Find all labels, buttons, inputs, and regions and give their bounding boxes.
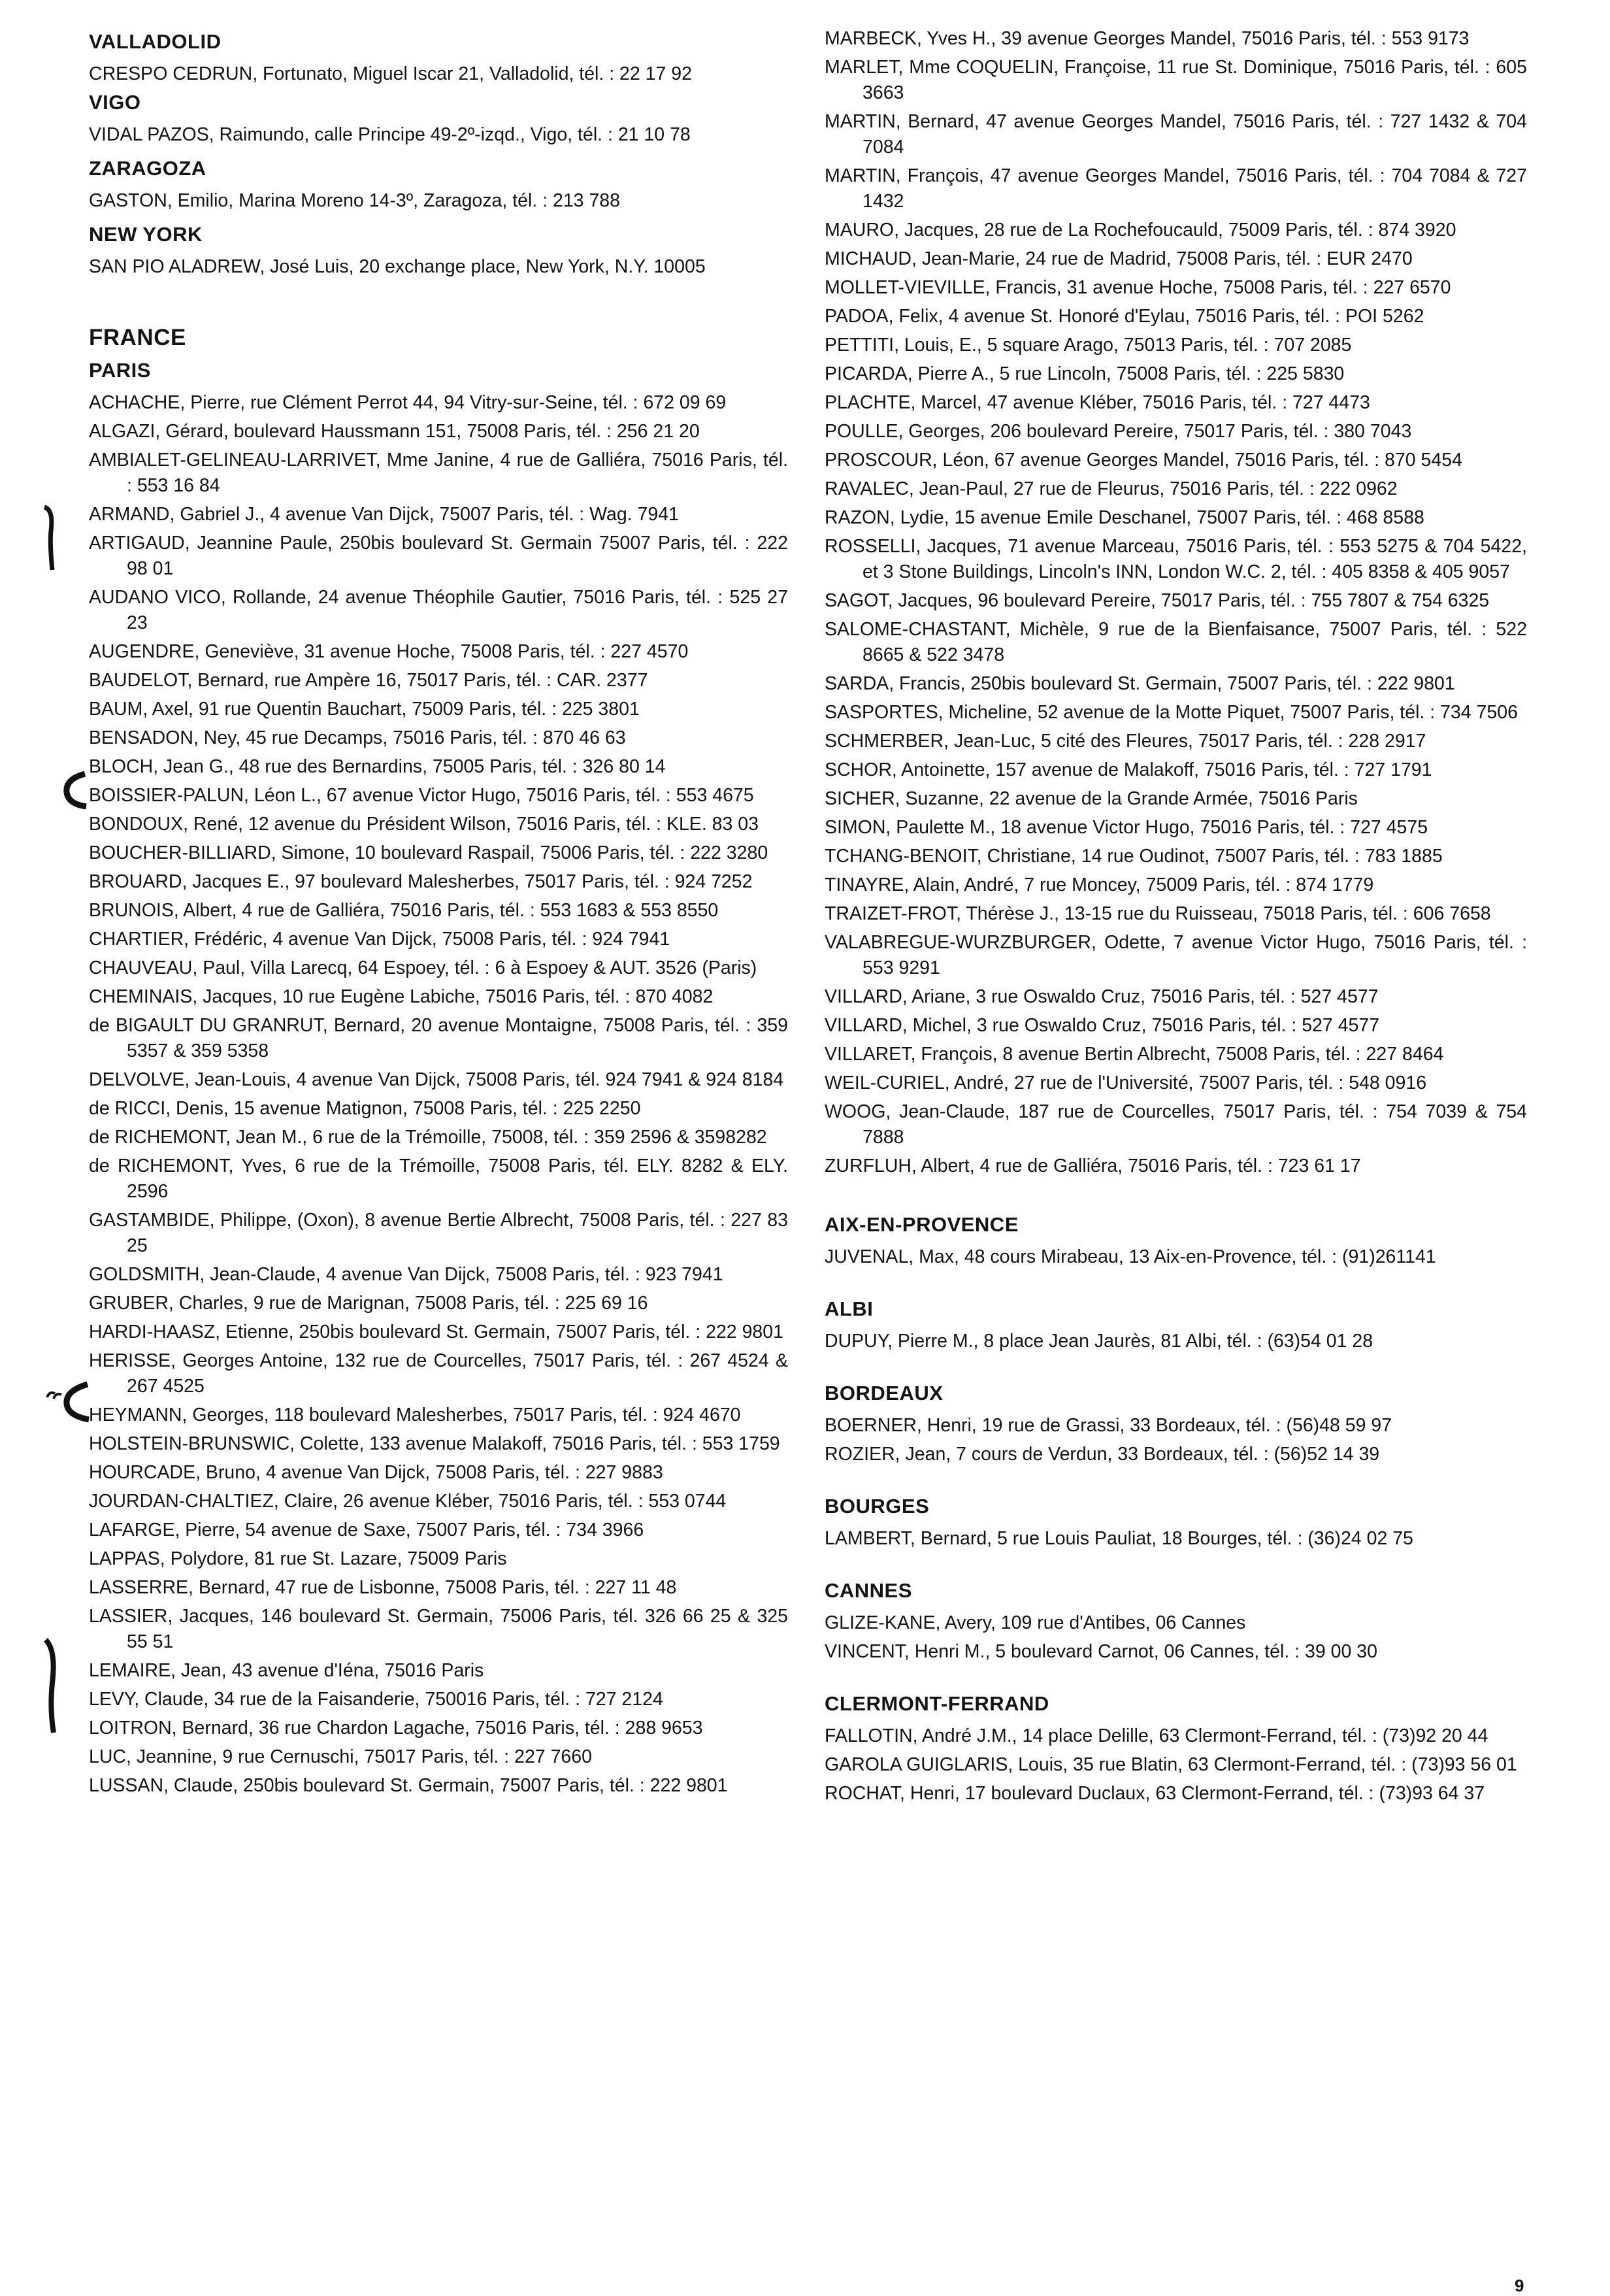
- directory-entry: PLACHTE, Marcel, 47 avenue Kléber, 75016 Paris, tél. : 727 4473: [825, 392, 1370, 413]
- directory-entry: SAGOT, Jacques, 96 boulevard Pereire, 75017 Paris, tél. : 755 7807 & 754 6325: [825, 590, 1490, 611]
- directory-entry: GASTON, Emilio, Marina Moreno 14-3º, Zaragoza, tél. : 213 788: [89, 190, 621, 211]
- directory-entry: LAFARGE, Pierre, 54 avenue de Saxe, 75007 Paris, tél. : 734 3966: [89, 1520, 644, 1540]
- directory-entry: TINAYRE, Alain, André, 7 rue Moncey, 75009 Paris, tél. : 874 1779: [825, 874, 1374, 895]
- directory-entry: DUPUY, Pierre M., 8 place Jean Jaurès, 81 Albi, tél. : (63)54 01 28: [825, 1331, 1373, 1352]
- directory-entry: BENSADON, Ney, 45 rue Decamps, 75016 Paris, tél. : 870 46 63: [89, 727, 626, 748]
- directory-entry: BOUCHER-BILLIARD, Simone, 10 boulevard Raspail, 75006 Paris, tél. : 222 3280: [89, 842, 768, 863]
- directory-entry: SAN PIO ALADREW, José Luis, 20 exchange place, New York, N.Y. 10005: [89, 256, 706, 277]
- directory-entry: TRAIZET-FROT, Thérèse J., 13-15 rue du Ruisseau, 75018 Paris, tél. : 606 7658: [825, 903, 1491, 924]
- city-heading: NEW YORK: [89, 223, 203, 246]
- directory-entry: BAUM, Axel, 91 rue Quentin Bauchart, 75009 Paris, tél. : 225 3801: [89, 699, 640, 720]
- left-column: [89, 26, 788, 1802]
- directory-entry: CHEMINAIS, Jacques, 10 rue Eugène Labiche, 75016 Paris, tél. : 870 4082: [89, 986, 714, 1007]
- city-heading: BORDEAUX: [825, 1382, 944, 1405]
- directory-entry: LUSSAN, Claude, 250bis boulevard St. Germain, 75007 Paris, tél. : 222 9801: [89, 1775, 728, 1796]
- section-bordeaux: [825, 1382, 1527, 1467]
- directory-entry: AUDANO VICO, Rollande, 24 avenue Théophile Gautier, 75016 Paris, tél. : 525 27 23: [89, 587, 788, 633]
- directory-entry: LEVY, Claude, 34 rue de la Faisanderie, 750016 Paris, tél. : 727 2124: [89, 1689, 663, 1710]
- directory-entry: CRESPO CEDRUN, Fortunato, Miguel Iscar 21, Valladolid, tél. : 22 17 92: [89, 63, 692, 84]
- directory-entry: TCHANG-BENOIT, Christiane, 14 rue Oudinot, 75007 Paris, tél. : 783 1885: [825, 846, 1443, 867]
- directory-entry: GOLDSMITH, Jean-Claude, 4 avenue Van Dijck, 75008 Paris, tél. : 923 7941: [89, 1264, 723, 1285]
- right-column: [825, 26, 1527, 1810]
- directory-entry: WOOG, Jean-Claude, 187 rue de Courcelles, 75017 Paris, tél. : 754 7039 & 754 7888: [825, 1101, 1527, 1148]
- directory-entry: RAVALEC, Jean-Paul, 27 rue de Fleurus, 75016 Paris, tél. : 222 0962: [825, 478, 1398, 499]
- city-heading: PARIS: [89, 359, 151, 382]
- directory-entry: MARTIN, François, 47 avenue Georges Mandel, 75016 Paris, tél. : 704 7084 & 727 1432: [825, 165, 1527, 212]
- directory-entry: BONDOUX, René, 12 avenue du Président Wilson, 75016 Paris, tél. : KLE. 83 03: [89, 814, 759, 835]
- directory-entry: JUVENAL, Max, 48 cours Mirabeau, 13 Aix-en-Provence, tél. : (91)261141: [825, 1246, 1436, 1267]
- directory-entry: ALGAZI, Gérard, boulevard Haussmann 151, 75008 Paris, tél. : 256 21 20: [89, 421, 700, 442]
- directory-entry: RAZON, Lydie, 15 avenue Emile Deschanel, 75007 Paris, tél. : 468 8588: [825, 507, 1424, 528]
- directory-entry: PROSCOUR, Léon, 67 avenue Georges Mandel, 75016 Paris, tél. : 870 5454: [825, 450, 1462, 471]
- directory-entry: SASPORTES, Micheline, 52 avenue de la Motte Piquet, 75007 Paris, tél. : 734 7506: [825, 702, 1518, 723]
- directory-entry: WEIL-CURIEL, André, 27 rue de l'Université, 75007 Paris, tél. : 548 0916: [825, 1073, 1427, 1093]
- bracket-mark-1: [60, 770, 89, 810]
- directory-entry: PADOA, Felix, 4 avenue St. Honoré d'Eylau, 75016 Paris, tél. : POI 5262: [825, 306, 1424, 327]
- directory-entry: LUC, Jeannine, 9 rue Cernuschi, 75017 Paris, tél. : 227 7660: [89, 1746, 592, 1767]
- directory-entry: LEMAIRE, Jean, 43 avenue d'Iéna, 75016 Paris: [89, 1660, 484, 1681]
- directory-entry: GRUBER, Charles, 9 rue de Marignan, 75008 Paris, tél. : 225 69 16: [89, 1293, 648, 1314]
- directory-entry: BOISSIER-PALUN, Léon L., 67 avenue Victor Hugo, 75016 Paris, tél. : 553 4675: [89, 785, 754, 806]
- city-heading: VALLADOLID: [89, 30, 222, 53]
- directory-entry: ROZIER, Jean, 7 cours de Verdun, 33 Bordeaux, tél. : (56)52 14 39: [825, 1444, 1380, 1465]
- directory-entry: ARTIGAUD, Jeannine Paule, 250bis boulevard St. Germain 75007 Paris, tél. : 222 98 01: [89, 533, 788, 579]
- directory-entry: MICHAUD, Jean-Marie, 24 rue de Madrid, 75008 Paris, tél. : EUR 2470: [825, 248, 1413, 269]
- directory-entry: MARBECK, Yves H., 39 avenue Georges Mandel, 75016 Paris, tél. : 553 9173: [825, 28, 1470, 49]
- directory-entry: de RICCI, Denis, 15 avenue Matignon, 75008 Paris, tél. : 225 2250: [89, 1098, 641, 1119]
- city-heading: ALBI: [825, 1297, 874, 1320]
- section-valladolid: [89, 30, 788, 87]
- directory-entry: de BIGAULT DU GRANRUT, Bernard, 20 avenue Montaigne, 75008 Paris, tél. : 359 5357 & 359 5358: [89, 1015, 788, 1061]
- directory-entry: de RICHEMONT, Jean M., 6 rue de la Trémoille, 75008, tél. : 359 2596 & 3598282: [89, 1127, 767, 1148]
- city-heading: AIX-EN-PROVENCE: [825, 1213, 1019, 1236]
- directory-entry: de RICHEMONT, Yves, 6 rue de la Trémoille, 75008 Paris, tél. ELY. 8282 & ELY. 2596: [89, 1156, 788, 1202]
- directory-entry: VIDAL PAZOS, Raimundo, calle Principe 49-2º-izqd., Vigo, tél. : 21 10 78: [89, 124, 691, 145]
- directory-entry: DELVOLVE, Jean-Louis, 4 avenue Van Dijck, 75008 Paris, tél. 924 7941 & 924 8184: [89, 1069, 784, 1090]
- section-bourges: [825, 1495, 1527, 1552]
- directory-entry: LOITRON, Bernard, 36 rue Chardon Lagache, 75016 Paris, tél. : 288 9653: [89, 1718, 703, 1739]
- directory-entry: MARLET, Mme COQUELIN, Françoise, 11 rue St. Dominique, 75016 Paris, tél. : 605 3663: [825, 57, 1527, 103]
- directory-entry: BROUARD, Jacques E., 97 boulevard Malesherbes, 75017 Paris, tél. : 924 7252: [89, 871, 753, 892]
- directory-entry: HERISSE, Georges Antoine, 132 rue de Courcelles, 75017 Paris, tél. : 267 4524 & 267 4525: [89, 1350, 788, 1397]
- city-heading: ZARAGOZA: [89, 157, 206, 180]
- directory-entry: VILLARD, Michel, 3 rue Oswaldo Cruz, 75016 Paris, tél. : 527 4577: [825, 1015, 1380, 1036]
- directory-entry: LAMBERT, Bernard, 5 rue Louis Pauliat, 18 Bourges, tél. : (36)24 02 75: [825, 1528, 1413, 1549]
- directory-entry: VILLARET, François, 8 avenue Bertin Albrecht, 75008 Paris, tél. : 227 8464: [825, 1044, 1444, 1065]
- directory-entry: AMBIALET-GELINEAU-LARRIVET, Mme Janine, 4 rue de Galliéra, 75016 Paris, tél. : 553 16 84: [89, 450, 788, 496]
- country-heading: FRANCE: [89, 325, 186, 350]
- directory-entry: BOERNER, Henri, 19 rue de Grassi, 33 Bordeaux, tél. : (56)48 59 97: [825, 1415, 1392, 1436]
- directory-entry: SICHER, Suzanne, 22 avenue de la Grande Armée, 75016 Paris: [825, 788, 1358, 809]
- directory-entry: VILLARD, Ariane, 3 rue Oswaldo Cruz, 75016 Paris, tél. : 527 4577: [825, 986, 1379, 1007]
- directory-entry: ARMAND, Gabriel J., 4 avenue Van Dijck, 75007 Paris, tél. : Wag. 7941: [89, 504, 679, 525]
- directory-entry: VALABREGUE-WURZBURGER, Odette, 7 avenue Victor Hugo, 75016 Paris, tél. : 553 9291: [825, 932, 1527, 978]
- directory-entry: HEYMANN, Georges, 118 boulevard Malesherbes, 75017 Paris, tél. : 924 4670: [89, 1405, 741, 1425]
- directory-entry: SARDA, Francis, 250bis boulevard St. Germain, 75007 Paris, tél. : 222 9801: [825, 673, 1455, 694]
- directory-entry: SCHMERBER, Jean-Luc, 5 cité des Fleures, 75017 Paris, tél. : 228 2917: [825, 731, 1426, 752]
- section-new-york: [89, 223, 788, 280]
- paris-entries-continued: [825, 26, 1527, 1179]
- directory-entry: SIMON, Paulette M., 18 avenue Victor Hugo, 75016 Paris, tél. : 727 4575: [825, 817, 1428, 838]
- section-cannes: [825, 1579, 1527, 1665]
- section-vigo: [89, 91, 788, 148]
- directory-entry: GAROLA GUIGLARIS, Louis, 35 rue Blatin, 63 Clermont-Ferrand, tél. : (73)93 56 01: [825, 1754, 1517, 1775]
- directory-entry: PETTITI, Louis, E., 5 square Arago, 75013 Paris, tél. : 707 2085: [825, 335, 1352, 356]
- bracket-mark-2: [39, 1380, 91, 1423]
- directory-entry: CHAUVEAU, Paul, Villa Larecq, 64 Espoey, tél. : 6 à Espoey & AUT. 3526 (Paris): [89, 957, 757, 978]
- section-albi: [825, 1297, 1527, 1354]
- directory-entry: LAPPAS, Polydore, 81 rue St. Lazare, 75009 Paris: [89, 1548, 507, 1569]
- section-aix-en-provence: [825, 1213, 1527, 1270]
- directory-entry: GASTAMBIDE, Philippe, (Oxon), 8 avenue Bertie Albrecht, 75008 Paris, tél. : 227 83 25: [89, 1210, 788, 1256]
- directory-entry: HOURCADE, Bruno, 4 avenue Van Dijck, 75008 Paris, tél. : 227 9883: [89, 1462, 663, 1483]
- directory-entry: PICARDA, Pierre A., 5 rue Lincoln, 75008 Paris, tél. : 225 5830: [825, 363, 1345, 384]
- city-heading: BOURGES: [825, 1495, 930, 1518]
- directory-entry: JOURDAN-CHALTIEZ, Claire, 26 avenue Kléber, 75016 Paris, tél. : 553 0744: [89, 1491, 727, 1512]
- directory-entry: SCHOR, Antoinette, 157 avenue de Malakoff, 75016 Paris, tél. : 727 1791: [825, 759, 1432, 780]
- directory-entry: GLIZE-KANE, Avery, 109 rue d'Antibes, 06 Cannes: [825, 1612, 1246, 1633]
- page-number: 9: [1515, 2276, 1524, 2295]
- directory-entry: VINCENT, Henri M., 5 boulevard Carnot, 06 Cannes, tél. : 39 00 30: [825, 1641, 1377, 1662]
- directory-entry: LASSIER, Jacques, 146 boulevard St. Germain, 75006 Paris, tél. 326 66 25 & 325 55 51: [89, 1606, 788, 1652]
- directory-entry: SALOME-CHASTANT, Michèle, 9 rue de la Bienfaisance, 75007 Paris, tél. : 522 8665 & 522 3478: [825, 619, 1527, 665]
- paris-entries-list: [89, 390, 788, 1799]
- regional-sections: [825, 1213, 1527, 1806]
- section-clermont-ferrand: [825, 1692, 1527, 1806]
- directory-entry: BLOCH, Jean G., 48 rue des Bernardins, 75005 Paris, tél. : 326 80 14: [89, 756, 666, 777]
- directory-entry: ACHACHE, Pierre, rue Clément Perrot 44, 94 Vitry-sur-Seine, tél. : 672 09 69: [89, 392, 727, 413]
- directory-entry: HARDI-HAASZ, Etienne, 250bis boulevard St. Germain, 75007 Paris, tél. : 222 9801: [89, 1322, 783, 1342]
- directory-entry: MARTIN, Bernard, 47 avenue Georges Mandel, 75016 Paris, tél. : 727 1432 & 704 7084: [825, 111, 1527, 158]
- city-heading: CANNES: [825, 1579, 912, 1602]
- city-heading: CLERMONT-FERRAND: [825, 1692, 1049, 1715]
- directory-entry: ROCHAT, Henri, 17 boulevard Duclaux, 63 Clermont-Ferrand, tél. : (73)93 64 37: [825, 1783, 1485, 1804]
- directory-entry: MAURO, Jacques, 28 rue de La Rochefoucauld, 75009 Paris, tél. : 874 3920: [825, 220, 1456, 241]
- directory-entry: BAUDELOT, Bernard, rue Ampère 16, 75017 Paris, tél. : CAR. 2377: [89, 670, 648, 691]
- directory-entry: HOLSTEIN-BRUNSWIC, Colette, 133 avenue Malakoff, 75016 Paris, tél. : 553 1759: [89, 1433, 780, 1454]
- directory-entry: POULLE, Georges, 206 boulevard Pereire, 75017 Paris, tél. : 380 7043: [825, 421, 1412, 442]
- binding-mark-top: [38, 505, 58, 576]
- directory-entry: FALLOTIN, André J.M., 14 place Delille, 63 Clermont-Ferrand, tél. : (73)92 20 44: [825, 1725, 1488, 1746]
- directory-entry: BRUNOIS, Albert, 4 rue de Galliéra, 75016 Paris, tél. : 553 1683 & 553 8550: [89, 900, 719, 921]
- section-zaragoza: [89, 157, 788, 214]
- directory-entry: LASSERRE, Bernard, 47 rue de Lisbonne, 75008 Paris, tél. : 227 11 48: [89, 1577, 677, 1598]
- directory-entry: ROSSELLI, Jacques, 71 avenue Marceau, 75016 Paris, tél. : 553 5275 & 704 5422, et 3 Stone Buildings, Lincoln's INN, London W.C. 2, tél. : 405 8358 & 405 9057: [825, 536, 1527, 582]
- city-heading: VIGO: [89, 91, 141, 114]
- directory-entry: CHARTIER, Frédéric, 4 avenue Van Dijck, 75008 Paris, tél. : 924 7941: [89, 929, 670, 950]
- directory-entry: AUGENDRE, Geneviève, 31 avenue Hoche, 75008 Paris, tél. : 227 4570: [89, 641, 689, 662]
- directory-entry: ZURFLUH, Albert, 4 rue de Galliéra, 75016 Paris, tél. : 723 61 17: [825, 1156, 1361, 1176]
- binding-mark-bottom: [41, 1637, 60, 1735]
- directory-entry: MOLLET-VIEVILLE, Francis, 31 avenue Hoche, 75008 Paris, tél. : 227 6570: [825, 277, 1451, 298]
